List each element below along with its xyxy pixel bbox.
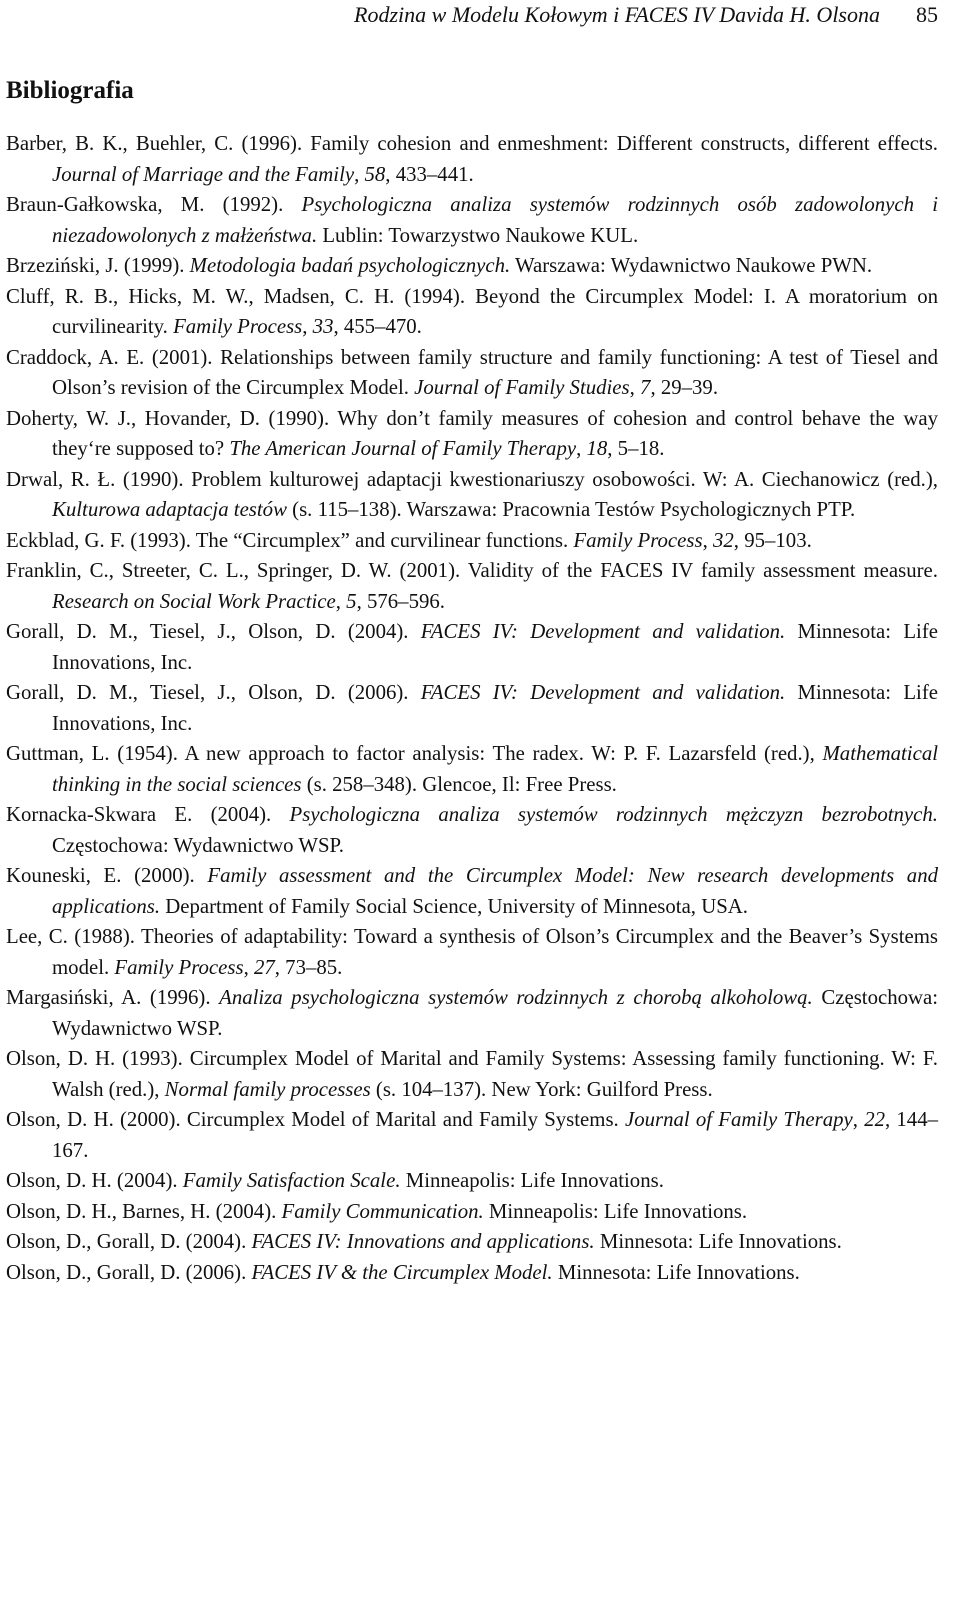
reference-text: , — [335, 589, 347, 613]
reference-text: Minnesota: Life Innovations. — [594, 1230, 842, 1253]
reference-text: Margasiński, A. (1996). — [6, 986, 220, 1009]
reference-title: Journal of Family Studies — [414, 376, 630, 399]
reference-text: Brzeziński, J. (1999). — [6, 254, 190, 277]
reference-title: The American Journal of Family Therapy — [229, 437, 577, 460]
reference-text: Guttman, L. (1954). A new approach to factor analysis: The radex. W: P. F. Lazarsfeld (red.), — [6, 742, 823, 765]
reference-entry — [6, 190, 938, 251]
reference-text: Olson, D. H. (1993). Circumplex Model of Marital and Family Systems: Assessing family functioning. W: F. Walsh (red.), — [6, 1047, 938, 1101]
reference-text: , 144–167. — [52, 1108, 939, 1162]
reference-text: , — [852, 1108, 865, 1131]
reference-volume: 58 — [364, 162, 386, 186]
running-title: Rodzina w Modelu Kołowym i FACES IV Davida H. Olsona — [354, 2, 880, 27]
reference-text: , 73–85. — [274, 955, 343, 979]
reference-title: Family assessment and the Circumplex Model: New research developments and applications. — [52, 864, 938, 918]
reference-text: , 95–103. — [733, 528, 812, 552]
reference-text: Doherty, W. J., Hovander, D. (1990). Why don’t family measures of cohesion and control behave the way they‘re supposed to? — [6, 406, 938, 460]
reference-title: Mathematical thinking in the social sciences — [52, 742, 938, 796]
reference-title: FACES IV & the Circumplex Model. — [251, 1260, 553, 1284]
reference-text: , — [354, 162, 365, 186]
reference-entry — [6, 800, 938, 861]
reference-text: Olson, D. H. (2000). Circumplex Model of Marital and Family Systems. — [6, 1108, 625, 1131]
reference-entry — [6, 1105, 938, 1166]
reference-text: Braun-Gałkowska, M. (1992). — [6, 193, 302, 216]
reference-text: Eckblad, G. F. (1993). The “Circumplex” and curvilinear functions. — [6, 528, 574, 552]
reference-entry — [6, 404, 938, 465]
reference-text: Cluff, R. B., Hicks, M. W., Madsen, C. H. (1994). Beyond the Circumplex Model: I. A moratorium on curvilinearity. — [6, 284, 938, 338]
reference-text: , — [629, 376, 641, 399]
reference-entry — [6, 129, 938, 190]
reference-title: Psychologiczna analiza systemów rodzinnych osób zadowolonych i niezadowolonych z małżeństwa. — [52, 193, 938, 247]
reference-text: , — [302, 315, 313, 338]
reference-text: Olson, D. H. (2004). — [6, 1169, 183, 1192]
reference-text: Lee, C. (1988). Theories of adaptability: Toward a synthesis of Olson’s Circumplex and the Beaver’s Systems model. — [6, 925, 938, 979]
reference-entry — [6, 1044, 938, 1105]
reference-entry — [6, 739, 938, 800]
reference-text: Częstochowa: Wydawnictwo WSP. — [52, 833, 344, 857]
reference-text: Department of Family Social Science, University of Minnesota, USA. — [160, 894, 749, 918]
reference-title: FACES IV: Innovations and applications. — [251, 1230, 595, 1253]
reference-title: Family Communication. — [281, 1199, 484, 1223]
reference-entry — [6, 1166, 938, 1197]
reference-entry — [6, 526, 938, 557]
reference-volume: 7 — [640, 376, 651, 399]
reference-text: Barber, B. K., Buehler, C. (1996). Family cohesion and enmeshment: Different constructs, different effects. — [6, 132, 938, 155]
reference-text: Minnesota: Life Innovations, Inc. — [52, 681, 938, 735]
reference-title: Normal family processes — [164, 1077, 371, 1101]
reference-text: Drwal, R. Ł. (1990). Problem kulturowej adaptacji kwestionariuszy osobowości. W: A. Ciechanowicz (red.), — [6, 467, 938, 491]
reference-text: Warszawa: Wydawnictwo Naukowe PWN. — [510, 254, 873, 277]
reference-entry — [6, 1258, 938, 1289]
reference-entry — [6, 343, 938, 404]
reference-entry — [6, 251, 938, 282]
reference-title: Kulturowa adaptacja testów — [52, 498, 287, 521]
page-number: 85 — [916, 2, 938, 27]
reference-entry — [6, 861, 938, 922]
reference-title: FACES IV: Development and validation. — [420, 620, 786, 643]
reference-text: , 576–596. — [356, 589, 445, 613]
reference-title: Journal of Family Therapy — [624, 1108, 853, 1131]
reference-text: Kouneski, E. (2000). — [6, 864, 208, 887]
reference-title: Metodologia badań psychologicznych. — [189, 254, 511, 277]
section-title: Bibliografia — [6, 77, 134, 104]
reference-text: Gorall, D. M., Tiesel, J., Olson, D. (2006). — [6, 681, 421, 704]
reference-title: Psychologiczna analiza systemów rodzinnych mężczyzn bezrobotnych. — [289, 803, 938, 826]
reference-entry — [6, 1197, 938, 1228]
reference-title: Research on Social Work Practice — [52, 589, 336, 613]
reference-title: Analiza psychologiczna systemów rodzinnych z chorobą alkoholową. — [219, 986, 813, 1009]
reference-text: Lublin: Towarzystwo Naukowe KUL. — [317, 223, 639, 247]
reference-text: Gorall, D. M., Tiesel, J., Olson, D. (2004). — [6, 620, 421, 643]
reference-volume: 18 — [586, 437, 608, 460]
reference-text: Olson, D. H., Barnes, H. (2004). — [6, 1199, 282, 1223]
reference-entry — [6, 1227, 938, 1258]
reference-text: , — [243, 955, 254, 979]
reference-text: , 455–470. — [333, 315, 422, 338]
reference-entry — [6, 465, 938, 526]
reference-list — [6, 129, 938, 1288]
reference-text: (s. 104–137). New York: Guilford Press. — [370, 1077, 713, 1101]
reference-text: (s. 258–348). Glencoe, Il: Free Press. — [301, 772, 617, 796]
reference-title: Family Process — [114, 955, 244, 979]
reference-text: Minnesota: Life Innovations, Inc. — [52, 620, 938, 674]
reference-entry — [6, 617, 938, 678]
reference-text: Franklin, C., Streeter, C. L., Springer, D. W. (2001). Validity of the FACES IV family assessment measure. — [6, 559, 938, 582]
reference-text: Craddock, A. E. (2001). Relationships between family structure and family functioning: A test of Tiesel and Olson’s revision of the Circumplex Model. — [6, 345, 938, 399]
reference-volume: 22 — [864, 1108, 885, 1131]
reference-text: Minneapolis: Life Innovations. — [483, 1199, 748, 1223]
reference-text: , 29–39. — [650, 376, 719, 399]
reference-text: (s. 115–138). Warszawa: Pracownia Testów Psychologicznych PTP. — [286, 498, 856, 521]
reference-text: Olson, D., Gorall, D. (2004). — [6, 1230, 252, 1253]
reference-volume: 5 — [346, 589, 357, 613]
reference-volume: 32 — [713, 528, 734, 552]
reference-volume: 27 — [253, 955, 275, 979]
reference-text: , — [576, 437, 587, 460]
reference-entry — [6, 922, 938, 983]
reference-text: Minnesota: Life Innovations. — [552, 1260, 800, 1284]
reference-text: , 433–441. — [385, 162, 474, 186]
reference-text: Kornacka-Skwara E. (2004). — [6, 803, 290, 826]
reference-title: Journal of Marriage and the Family — [52, 162, 355, 186]
reference-text: , — [702, 528, 713, 552]
reference-entry — [6, 983, 938, 1044]
reference-title: Family Process — [573, 528, 703, 552]
reference-text: Olson, D., Gorall, D. (2006). — [6, 1260, 252, 1284]
reference-entry — [6, 556, 938, 617]
reference-entry — [6, 282, 938, 343]
reference-volume: 33 — [312, 315, 334, 338]
reference-text: Częstochowa: Wydawnictwo WSP. — [52, 986, 939, 1040]
reference-title: Family Satisfaction Scale. — [182, 1169, 401, 1192]
reference-text: , 5–18. — [607, 437, 665, 460]
running-header — [6, 0, 938, 30]
reference-entry — [6, 678, 938, 739]
reference-title: Family Process — [173, 315, 303, 338]
reference-text: Minneapolis: Life Innovations. — [400, 1169, 664, 1192]
reference-title: FACES IV: Development and validation. — [420, 681, 786, 704]
